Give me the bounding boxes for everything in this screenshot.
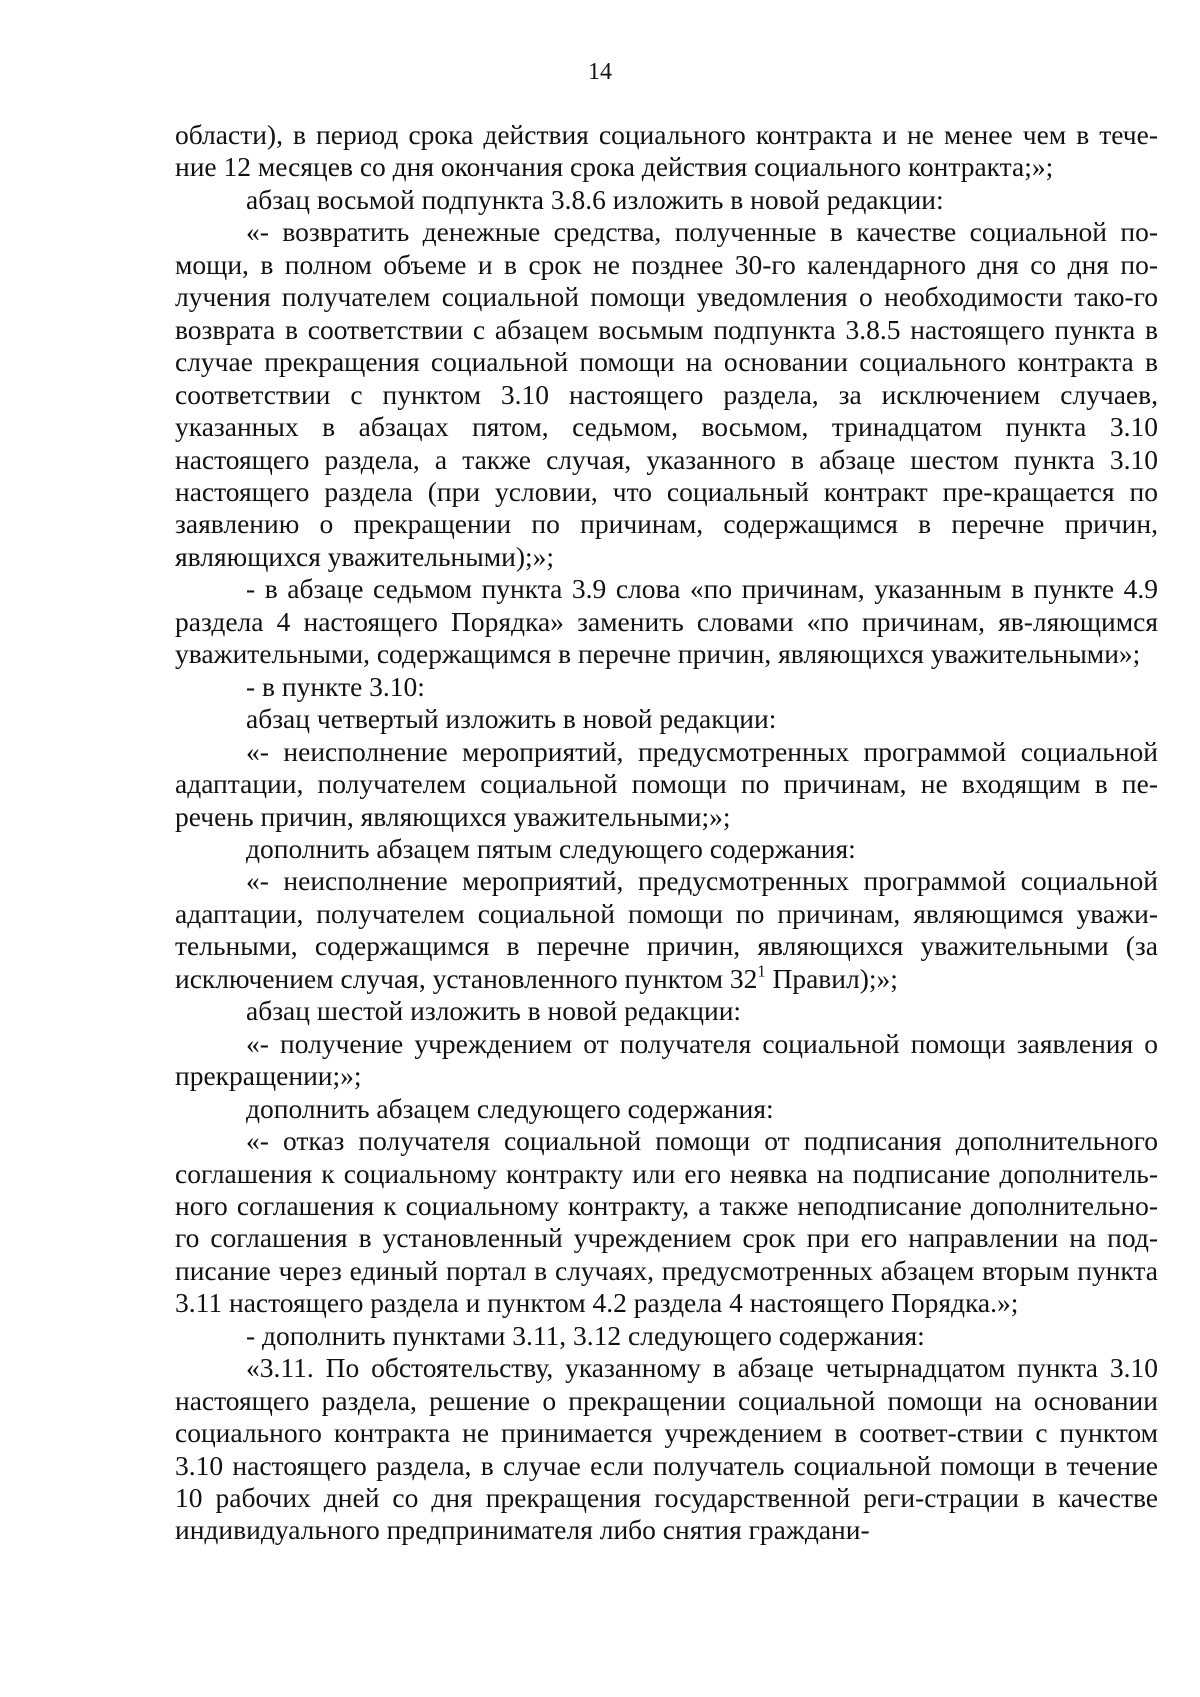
paragraph: абзац четвертый изложить в новой редакции: — [246, 703, 777, 735]
paragraph: абзац шестой изложить в новой редакции: — [246, 995, 742, 1027]
document-body — [175, 119, 1158, 1547]
paragraph: - дополнить пунктами 3.11, 3.12 следующего содержания: — [246, 1319, 925, 1351]
paragraph: - в абзаце седьмом пункта 3.9 слова «по причинам, указанным в пункте 4.9 раздела 4 настоящего Порядка» заменить словами «по причинам, яв-ляющимся уважительными, содержащимся в перечне причин, являющихся уважительными»; — [175, 573, 1158, 670]
paragraph-text: «- неисполнение мероприятий, предусмотренных программой социальной адаптации, получателем социальной помощи по причинам, являющимся уважи-тельными, содержащимся в перечне причин, являющихся уважительными (за исключением случая, установленного пунктом 32 — [175, 865, 1158, 994]
superscript: 1 — [757, 961, 766, 981]
paragraph-text: Правил);»; — [765, 962, 898, 994]
paragraph: области), в период срока действия социального контракта и не менее чем в тече-ние 12 месяцев со дня окончания срока действия социального контракта;»; — [175, 119, 1158, 183]
page-number: 14 — [588, 59, 612, 85]
paragraph: «- возвратить денежные средства, полученные в качестве социальной по-мощи, в полном объеме и в срок не позднее 30-го календарного дня со дня по-лучения получателем социальной помощи уведомления о необходимости тако-го возврата в соответствии с абзацем восьмым подпункта 3.8.5 настоящего пункта в случае прекращения социальной помощи на основании социального контракта в соответствии с пунктом 3.10 настоящего раздела, за исключением случаев, указанных в абзацах пятом, седьмом, восьмом, тринадцатом пункта 3.10 настоящего раздела, а также случая, указанного в абзаце шестом пункта 3.10 настоящего раздела (при условии, что социальный контракт пре-кращается по заявлению о прекращении по причинам, содержащимся в перечне причин, являющихся уважительными);»; — [175, 216, 1158, 572]
paragraph: «- отказ получателя социальной помощи от подписания дополнительного соглашения к социальному контракту или его неявка на подписание дополнитель-ного соглашения к социальному контракту, а также неподписание дополнительно-го соглашения в установленный учреждением срок при его направлении на под-писание через единый портал в случаях, предусмотренных абзацем вторым пункта 3.11 настоящего раздела и пунктом 4.2 раздела 4 настоящего Порядка.»; — [175, 1125, 1158, 1319]
paragraph: «3.11. По обстоятельству, указанному в абзаце четырнадцатом пункта 3.10 настоящего раздела, решение о прекращении социальной помощи на основании социального контракта не принимается учреждением в соответ-ствии с пунктом 3.10 настоящего раздела, в случае если получатель социальной помощи в течение 10 рабочих дней со дня прекращения государственной реги-страции в качестве индивидуального предпринимателя либо снятия граждани- — [175, 1352, 1158, 1546]
paragraph: дополнить абзацем пятым следующего содержания: — [246, 832, 856, 864]
paragraph: - в пункте 3.10: — [246, 670, 425, 702]
paragraph: абзац восьмой подпункта 3.8.6 изложить в новой редакции: — [246, 183, 944, 215]
paragraph: дополнить абзацем следующего содержания: — [246, 1092, 774, 1124]
paragraph: «- получение учреждением от получателя социальной помощи заявления о прекращении;»; — [175, 1027, 1158, 1092]
paragraph — [175, 865, 1158, 995]
paragraph: «- неисполнение мероприятий, предусмотренных программой социальной адаптации, получателем социальной помощи по причинам, не входящим в пе-речень причин, являющихся уважительными;»; — [175, 735, 1158, 832]
